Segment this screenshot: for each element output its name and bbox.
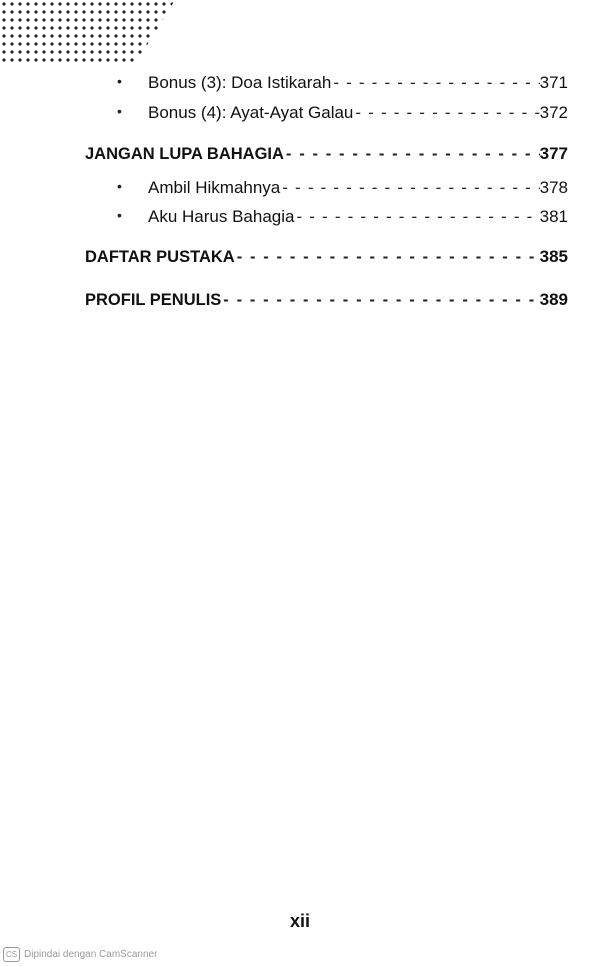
scanner-watermark <box>3 947 157 962</box>
toc-entry <box>148 73 568 93</box>
bullet: • <box>117 178 122 194</box>
toc-chapter <box>85 144 568 164</box>
toc-chapter <box>85 290 568 310</box>
dot-leader <box>353 103 539 123</box>
toc-entry-page: 381 <box>539 207 568 226</box>
toc-chapter-label: PROFIL PENULIS <box>85 291 222 309</box>
toc-chapter-page: 377 <box>539 144 568 163</box>
toc-entry <box>148 178 568 198</box>
toc-entry-label: Aku Harus Bahagia <box>148 207 295 226</box>
toc-chapter <box>85 247 568 267</box>
dot-leader <box>294 207 539 227</box>
scanner-text: Dipindai dengan CamScanner <box>24 949 158 960</box>
dot-leader <box>284 145 540 164</box>
page-number: xii <box>289 911 310 931</box>
camscanner-icon: CS <box>3 947 20 962</box>
dot-leader <box>235 248 540 267</box>
toc-entry-label: Bonus (4): Ayat-Ayat Galau <box>148 103 354 122</box>
toc-entry <box>148 207 568 227</box>
bullet: • <box>117 103 122 119</box>
dot-leader <box>221 291 539 310</box>
toc-entry-page: 378 <box>539 178 568 197</box>
toc-chapter-label: JANGAN LUPA BAHAGIA <box>85 145 284 163</box>
toc-entry <box>148 103 568 123</box>
toc-entry-label: Ambil Hikmahnya <box>148 178 281 197</box>
toc-entry-page: 372 <box>539 103 568 122</box>
toc-entry-page: 371 <box>539 73 568 92</box>
toc-chapter-label: DAFTAR PUSTAKA <box>85 248 235 266</box>
bullet: • <box>117 73 122 89</box>
dot-leader <box>331 73 539 93</box>
halftone-decoration <box>0 0 175 62</box>
toc-entry-label: Bonus (3): Doa Istikarah <box>148 73 332 92</box>
bullet: • <box>117 207 122 223</box>
toc-chapter-page: 385 <box>539 247 568 266</box>
toc-chapter-page: 389 <box>539 290 568 309</box>
dot-leader <box>280 178 539 198</box>
